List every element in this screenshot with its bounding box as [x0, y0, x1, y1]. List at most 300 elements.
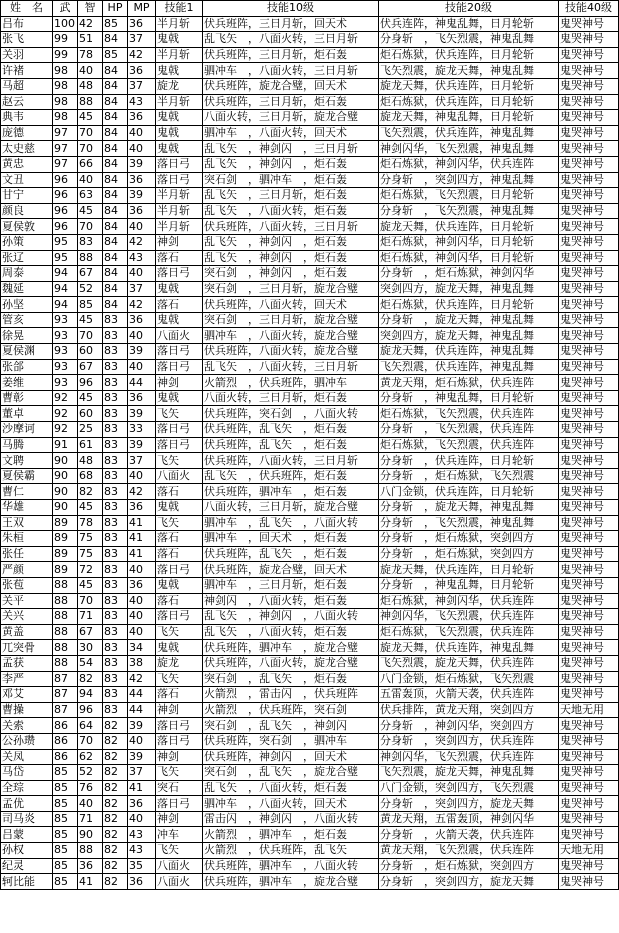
table-row [1, 874, 619, 890]
skill40-cell: 鬼哭神号 [559, 125, 619, 141]
skill1-cell: 落石 [156, 297, 203, 313]
zhi-cell: 78 [78, 47, 103, 63]
skill40-cell: 鬼哭神号 [559, 281, 619, 297]
wu-cell: 85 [53, 796, 78, 812]
skill20-cell: 突剑四方，旋龙天舞，神鬼乱舞 [379, 328, 559, 344]
skill1-cell: 落石 [156, 484, 203, 500]
skill20-cell: 分身斩 ，突剑四方，神鬼乱舞 [379, 172, 559, 188]
zhi-cell: 83 [78, 234, 103, 250]
zhi-cell: 70 [78, 733, 103, 749]
table-row [1, 47, 619, 63]
name-cell: 吕布 [1, 16, 53, 32]
mp-cell: 36 [128, 16, 156, 32]
skill20-cell: 分身斩 ，神鬼乱舞，日月轮斩 [379, 577, 559, 593]
mp-cell: 37 [128, 453, 156, 469]
table-row [1, 453, 619, 469]
mp-cell: 40 [128, 562, 156, 578]
name-cell: 孟优 [1, 796, 53, 812]
name-cell: 马超 [1, 78, 53, 94]
skill20-cell: 八门金锁，炬石炼狱，飞矢烈震 [379, 671, 559, 687]
skill40-cell: 鬼哭神号 [559, 577, 619, 593]
zhi-cell: 36 [78, 858, 103, 874]
hp-cell: 83 [103, 546, 128, 562]
hp-cell: 82 [103, 765, 128, 781]
skill20-cell: 分身斩 ，飞矢烈震，神鬼乱舞 [379, 515, 559, 531]
hp-cell: 82 [103, 718, 128, 734]
hp-cell: 83 [103, 671, 128, 687]
skill10-cell: 伏兵班阵，八面火转，旋龙合璧 [203, 344, 379, 360]
hp-cell: 83 [103, 437, 128, 453]
table-row [1, 234, 619, 250]
wu-cell: 89 [53, 562, 78, 578]
mp-cell: 41 [128, 780, 156, 796]
hp-cell: 83 [103, 702, 128, 718]
name-cell: 轲比能 [1, 874, 53, 890]
wu-cell: 93 [53, 375, 78, 391]
wu-cell: 91 [53, 437, 78, 453]
table-row [1, 546, 619, 562]
hp-cell: 83 [103, 577, 128, 593]
mp-cell: 40 [128, 733, 156, 749]
skill40-cell: 鬼哭神号 [559, 203, 619, 219]
wu-cell: 85 [53, 780, 78, 796]
skill40-cell: 鬼哭神号 [559, 500, 619, 516]
table-row [1, 172, 619, 188]
skill40-cell: 鬼哭神号 [559, 765, 619, 781]
col-header-skill20: 技能20级 [379, 1, 559, 17]
skill1-cell: 鬼戟 [156, 125, 203, 141]
wu-cell: 90 [53, 453, 78, 469]
skill10-cell: 火箭烈 ，伏兵班阵，突石剑 [203, 702, 379, 718]
mp-cell: 33 [128, 422, 156, 438]
skill20-cell: 飞矢烈震，伏兵连阵，神鬼乱舞 [379, 125, 559, 141]
table-row [1, 500, 619, 516]
hp-cell: 83 [103, 484, 128, 500]
skill40-cell: 鬼哭神号 [559, 297, 619, 313]
hp-cell: 84 [103, 188, 128, 204]
zhi-cell: 48 [78, 78, 103, 94]
skill40-cell: 鬼哭神号 [559, 94, 619, 110]
skill10-cell: 伏兵班阵，神剑闪 ，回天术 [203, 749, 379, 765]
skill1-cell: 落日弓 [156, 422, 203, 438]
skill20-cell: 八门金锁，突剑四方，飞矢烈震 [379, 780, 559, 796]
wu-cell: 88 [53, 655, 78, 671]
skill1-cell: 八面火 [156, 328, 203, 344]
mp-cell: 40 [128, 219, 156, 235]
skill10-cell: 八面火转，三日月斩，炬石轰 [203, 390, 379, 406]
wu-cell: 87 [53, 687, 78, 703]
skill20-cell: 分身斩 ，飞矢烈震，伏兵连阵 [379, 422, 559, 438]
table-row [1, 344, 619, 360]
hp-cell: 83 [103, 359, 128, 375]
mp-cell: 36 [128, 203, 156, 219]
mp-cell: 43 [128, 94, 156, 110]
skill40-cell: 鬼哭神号 [559, 453, 619, 469]
skill20-cell: 五雷轰顶，火箭天袭，伏兵连阵 [379, 687, 559, 703]
skill10-cell: 雷击闪 ，神剑闪 ，八面火转 [203, 811, 379, 827]
hp-cell: 83 [103, 328, 128, 344]
hp-cell: 84 [103, 32, 128, 48]
skill1-cell: 神剑 [156, 375, 203, 391]
hp-cell: 83 [103, 609, 128, 625]
name-cell: 邓艾 [1, 687, 53, 703]
zhi-cell: 41 [78, 874, 103, 890]
skill40-cell: 鬼哭神号 [559, 718, 619, 734]
table-row [1, 515, 619, 531]
skill10-cell: 乱飞矢 ，八面火转，三日月斩 [203, 32, 379, 48]
skill1-cell: 鬼戟 [156, 312, 203, 328]
skill10-cell: 伏兵班阵，三日月斩，炬石轰 [203, 47, 379, 63]
skill40-cell: 鬼哭神号 [559, 437, 619, 453]
hp-cell: 82 [103, 811, 128, 827]
skill1-cell: 鬼戟 [156, 640, 203, 656]
wu-cell: 96 [53, 188, 78, 204]
skill10-cell: 伏兵班阵，旋龙合璧，回天术 [203, 562, 379, 578]
skill20-cell: 黄龙天翔，飞矢烈震，伏兵连阵 [379, 843, 559, 859]
zhi-cell: 45 [78, 110, 103, 126]
zhi-cell: 61 [78, 437, 103, 453]
hp-cell: 82 [103, 780, 128, 796]
wu-cell: 86 [53, 733, 78, 749]
name-cell: 夏侯敦 [1, 219, 53, 235]
skill10-cell: 乱飞矢 ，八面火转，炬石轰 [203, 203, 379, 219]
wu-cell: 92 [53, 390, 78, 406]
name-cell: 曹彰 [1, 390, 53, 406]
skill1-cell: 半月斩 [156, 188, 203, 204]
skill20-cell: 分身斩 ，神剑闪华，突剑四方 [379, 718, 559, 734]
name-cell: 庞德 [1, 125, 53, 141]
zhi-cell: 70 [78, 219, 103, 235]
mp-cell: 42 [128, 671, 156, 687]
zhi-cell: 52 [78, 765, 103, 781]
table-row [1, 281, 619, 297]
skill20-cell: 分身斩 ，火箭天袭，伏兵连阵 [379, 827, 559, 843]
zhi-cell: 30 [78, 640, 103, 656]
skill20-cell: 炬石炼狱，飞矢烈震，伏兵连阵 [379, 624, 559, 640]
skill10-cell: 火箭烈 ，雷击闪 ，伏兵班阵 [203, 687, 379, 703]
skill20-cell: 炬石炼狱，伏兵连阵，日月轮斩 [379, 94, 559, 110]
table-row [1, 780, 619, 796]
table-row [1, 63, 619, 79]
skill10-cell: 伏兵班阵，乱飞矢 ，炬石轰 [203, 546, 379, 562]
skill20-cell: 旋龙天舞，伏兵连阵，日月轮斩 [379, 219, 559, 235]
wu-cell: 96 [53, 172, 78, 188]
table-row [1, 437, 619, 453]
hp-cell: 84 [103, 156, 128, 172]
table-row [1, 297, 619, 313]
skill1-cell: 鬼戟 [156, 110, 203, 126]
hp-cell: 84 [103, 203, 128, 219]
mp-cell: 41 [128, 515, 156, 531]
skill20-cell: 分身斩 ，飞矢烈震，神鬼乱舞 [379, 203, 559, 219]
skill10-cell: 伏兵班阵，旋龙合璧，回天术 [203, 78, 379, 94]
skill20-cell: 分身斩 ，伏兵连阵，日月轮斩 [379, 453, 559, 469]
name-cell: 文聘 [1, 453, 53, 469]
skill10-cell: 乱飞矢 ，神剑闪 ，三日月斩 [203, 141, 379, 157]
table-row [1, 250, 619, 266]
wu-cell: 93 [53, 312, 78, 328]
hp-cell: 82 [103, 874, 128, 890]
wu-cell: 94 [53, 266, 78, 282]
skill40-cell: 鬼哭神号 [559, 32, 619, 48]
zhi-cell: 82 [78, 484, 103, 500]
name-cell: 甘宁 [1, 188, 53, 204]
skill40-cell: 鬼哭神号 [559, 172, 619, 188]
skill1-cell: 鬼戟 [156, 63, 203, 79]
skill40-cell: 鬼哭神号 [559, 422, 619, 438]
mp-cell: 40 [128, 266, 156, 282]
skill40-cell: 鬼哭神号 [559, 655, 619, 671]
name-cell: 颜良 [1, 203, 53, 219]
table-row [1, 312, 619, 328]
skill10-cell: 伏兵班阵，乱飞矢 ，炬石轰 [203, 422, 379, 438]
table-row [1, 702, 619, 718]
zhi-cell: 88 [78, 843, 103, 859]
skill10-cell: 伏兵班阵，驷冲车 ，八面火转 [203, 858, 379, 874]
skill10-cell: 伏兵班阵，三日月斩，炬石轰 [203, 94, 379, 110]
skill40-cell: 鬼哭神号 [559, 593, 619, 609]
skill1-cell: 旋龙 [156, 78, 203, 94]
col-header-zhi: 智 [78, 1, 103, 17]
zhi-cell: 67 [78, 359, 103, 375]
wu-cell: 89 [53, 546, 78, 562]
table-row [1, 390, 619, 406]
skill40-cell: 鬼哭神号 [559, 858, 619, 874]
wu-cell: 85 [53, 811, 78, 827]
table-row [1, 577, 619, 593]
name-cell: 夏侯霸 [1, 468, 53, 484]
zhi-cell: 67 [78, 624, 103, 640]
wu-cell: 92 [53, 422, 78, 438]
skill40-cell: 鬼哭神号 [559, 624, 619, 640]
hp-cell: 84 [103, 141, 128, 157]
zhi-cell: 70 [78, 328, 103, 344]
skill40-cell: 鬼哭神号 [559, 515, 619, 531]
skill40-cell: 鬼哭神号 [559, 531, 619, 547]
zhi-cell: 67 [78, 266, 103, 282]
skill40-cell: 鬼哭神号 [559, 110, 619, 126]
skill40-cell: 鬼哭神号 [559, 156, 619, 172]
name-cell: 徐晃 [1, 328, 53, 344]
skill10-cell: 驷冲车 ，三日月斩，炬石轰 [203, 577, 379, 593]
zhi-cell: 48 [78, 453, 103, 469]
table-row [1, 188, 619, 204]
table-row [1, 406, 619, 422]
skill20-cell: 旋龙天舞，神鬼乱舞，日月轮斩 [379, 110, 559, 126]
zhi-cell: 45 [78, 390, 103, 406]
name-cell: 关羽 [1, 47, 53, 63]
col-header-hp: HP [103, 1, 128, 17]
skill1-cell: 神剑 [156, 702, 203, 718]
skill40-cell: 鬼哭神号 [559, 219, 619, 235]
skill20-cell: 飞矢烈震，旋龙天舞，神鬼乱舞 [379, 765, 559, 781]
hp-cell: 85 [103, 47, 128, 63]
wu-cell: 92 [53, 406, 78, 422]
wu-cell: 89 [53, 515, 78, 531]
wu-cell: 85 [53, 874, 78, 890]
hp-cell: 84 [103, 297, 128, 313]
mp-cell: 42 [128, 234, 156, 250]
skill1-cell: 神剑 [156, 749, 203, 765]
name-cell: 董卓 [1, 406, 53, 422]
hp-cell: 84 [103, 250, 128, 266]
name-cell: 马岱 [1, 765, 53, 781]
table-row [1, 422, 619, 438]
name-cell: 关凤 [1, 749, 53, 765]
mp-cell: 35 [128, 858, 156, 874]
wu-cell: 87 [53, 702, 78, 718]
skill1-cell: 落日弓 [156, 344, 203, 360]
table-row [1, 593, 619, 609]
zhi-cell: 64 [78, 718, 103, 734]
mp-cell: 39 [128, 188, 156, 204]
name-cell: 兀突骨 [1, 640, 53, 656]
wu-cell: 97 [53, 141, 78, 157]
mp-cell: 40 [128, 609, 156, 625]
skill10-cell: 乱飞矢 ，伏兵班阵，炬石轰 [203, 468, 379, 484]
name-cell: 李严 [1, 671, 53, 687]
skill20-cell: 分身斩 ，炬石炼狱，飞矢烈震 [379, 468, 559, 484]
skill40-cell: 鬼哭神号 [559, 796, 619, 812]
wu-cell: 94 [53, 281, 78, 297]
mp-cell: 37 [128, 32, 156, 48]
skill20-cell: 炬石炼狱，飞矢烈震，日月轮斩 [379, 188, 559, 204]
skill10-cell: 神剑闪 ，八面火转，炬石轰 [203, 593, 379, 609]
zhi-cell: 70 [78, 141, 103, 157]
wu-cell: 88 [53, 593, 78, 609]
name-cell: 公孙瓒 [1, 733, 53, 749]
wu-cell: 95 [53, 234, 78, 250]
table-row [1, 640, 619, 656]
zhi-cell: 40 [78, 796, 103, 812]
zhi-cell: 70 [78, 125, 103, 141]
zhi-cell: 71 [78, 811, 103, 827]
skill40-cell: 鬼哭神号 [559, 78, 619, 94]
skill1-cell: 落日弓 [156, 437, 203, 453]
name-cell: 张任 [1, 546, 53, 562]
zhi-cell: 68 [78, 468, 103, 484]
wu-cell: 97 [53, 156, 78, 172]
skill10-cell: 突石剑 ，神剑闪 ，炬石轰 [203, 266, 379, 282]
wu-cell: 98 [53, 63, 78, 79]
skill40-cell: 鬼哭神号 [559, 811, 619, 827]
hp-cell: 83 [103, 422, 128, 438]
skill10-cell: 八面火转，三日月斩，旋龙合璧 [203, 500, 379, 516]
zhi-cell: 45 [78, 577, 103, 593]
name-cell: 纪灵 [1, 858, 53, 874]
skill40-cell: 鬼哭神号 [559, 47, 619, 63]
skill10-cell: 突石剑 ，驷冲车 ，炬石轰 [203, 172, 379, 188]
mp-cell: 41 [128, 546, 156, 562]
zhi-cell: 90 [78, 827, 103, 843]
hp-cell: 84 [103, 219, 128, 235]
skill1-cell: 八面火 [156, 874, 203, 890]
skill40-cell: 鬼哭神号 [559, 16, 619, 32]
zhi-cell: 78 [78, 515, 103, 531]
name-cell: 孙策 [1, 234, 53, 250]
table-row [1, 141, 619, 157]
mp-cell: 42 [128, 47, 156, 63]
skill40-cell: 鬼哭神号 [559, 406, 619, 422]
skill20-cell: 分身斩 ，旋龙天舞，神鬼乱舞 [379, 500, 559, 516]
hp-cell: 83 [103, 344, 128, 360]
skill10-cell: 火箭烈 ，伏兵班阵，驷冲车 [203, 375, 379, 391]
table-row [1, 359, 619, 375]
name-cell: 全琮 [1, 780, 53, 796]
name-cell: 魏延 [1, 281, 53, 297]
skill20-cell: 分身斩 ，飞矢烈震，神鬼乱舞 [379, 32, 559, 48]
skill20-cell: 炬石炼狱，神剑闪华，伏兵连阵 [379, 593, 559, 609]
skill20-cell: 分身斩 ，炬石炼狱，突剑四方 [379, 858, 559, 874]
wu-cell: 88 [53, 624, 78, 640]
skill20-cell: 分身斩 ，炬石炼狱，突剑四方 [379, 531, 559, 547]
table-row [1, 125, 619, 141]
table-row [1, 796, 619, 812]
zhi-cell: 76 [78, 780, 103, 796]
skill40-cell: 鬼哭神号 [559, 827, 619, 843]
skill10-cell: 驷冲车 ，八面火转，回天术 [203, 796, 379, 812]
hp-cell: 83 [103, 500, 128, 516]
skill1-cell: 落石 [156, 687, 203, 703]
skill40-cell: 鬼哭神号 [559, 733, 619, 749]
skill1-cell: 神剑 [156, 234, 203, 250]
name-cell: 张苞 [1, 577, 53, 593]
table-row [1, 484, 619, 500]
skill1-cell: 落石 [156, 531, 203, 547]
mp-cell: 36 [128, 500, 156, 516]
mp-cell: 43 [128, 250, 156, 266]
hp-cell: 83 [103, 515, 128, 531]
mp-cell: 39 [128, 718, 156, 734]
wu-cell: 100 [53, 16, 78, 32]
skill10-cell: 突石剑 ，乱飞矢 ，旋龙合璧 [203, 765, 379, 781]
skill20-cell: 炬石炼狱，伏兵连阵，日月轮斩 [379, 297, 559, 313]
col-header-skill10: 技能10级 [203, 1, 379, 17]
name-cell: 孙坚 [1, 297, 53, 313]
skill10-cell: 伏兵班阵，八面火转，三日月斩 [203, 453, 379, 469]
mp-cell: 44 [128, 375, 156, 391]
col-header-name: 姓 名 [1, 1, 53, 17]
wu-cell: 86 [53, 718, 78, 734]
skill20-cell: 炬石炼狱，神剑闪华，日月轮斩 [379, 250, 559, 266]
name-cell: 曹操 [1, 702, 53, 718]
skill1-cell: 飞矢 [156, 765, 203, 781]
skill20-cell: 八门金锁，伏兵连阵，日月轮斩 [379, 484, 559, 500]
table-row [1, 468, 619, 484]
skill1-cell: 鬼戟 [156, 141, 203, 157]
wu-cell: 97 [53, 125, 78, 141]
skill40-cell: 鬼哭神号 [559, 468, 619, 484]
table-row [1, 32, 619, 48]
mp-cell: 40 [128, 359, 156, 375]
skill20-cell: 分身斩 ，旋龙天舞，神鬼乱舞 [379, 312, 559, 328]
skill20-cell: 旋龙天舞，伏兵连阵，神鬼乱舞 [379, 344, 559, 360]
table-row [1, 718, 619, 734]
skill1-cell: 落石 [156, 546, 203, 562]
hp-cell: 83 [103, 624, 128, 640]
mp-cell: 37 [128, 281, 156, 297]
hp-cell: 83 [103, 453, 128, 469]
skill10-cell: 乱飞矢 ，神剑闪 ，炬石轰 [203, 234, 379, 250]
name-cell: 吕蒙 [1, 827, 53, 843]
skill1-cell: 落日弓 [156, 796, 203, 812]
mp-cell: 36 [128, 172, 156, 188]
table-row [1, 16, 619, 32]
wu-cell: 85 [53, 827, 78, 843]
zhi-cell: 88 [78, 250, 103, 266]
skill1-cell: 鬼戟 [156, 390, 203, 406]
skill40-cell: 鬼哭神号 [559, 344, 619, 360]
